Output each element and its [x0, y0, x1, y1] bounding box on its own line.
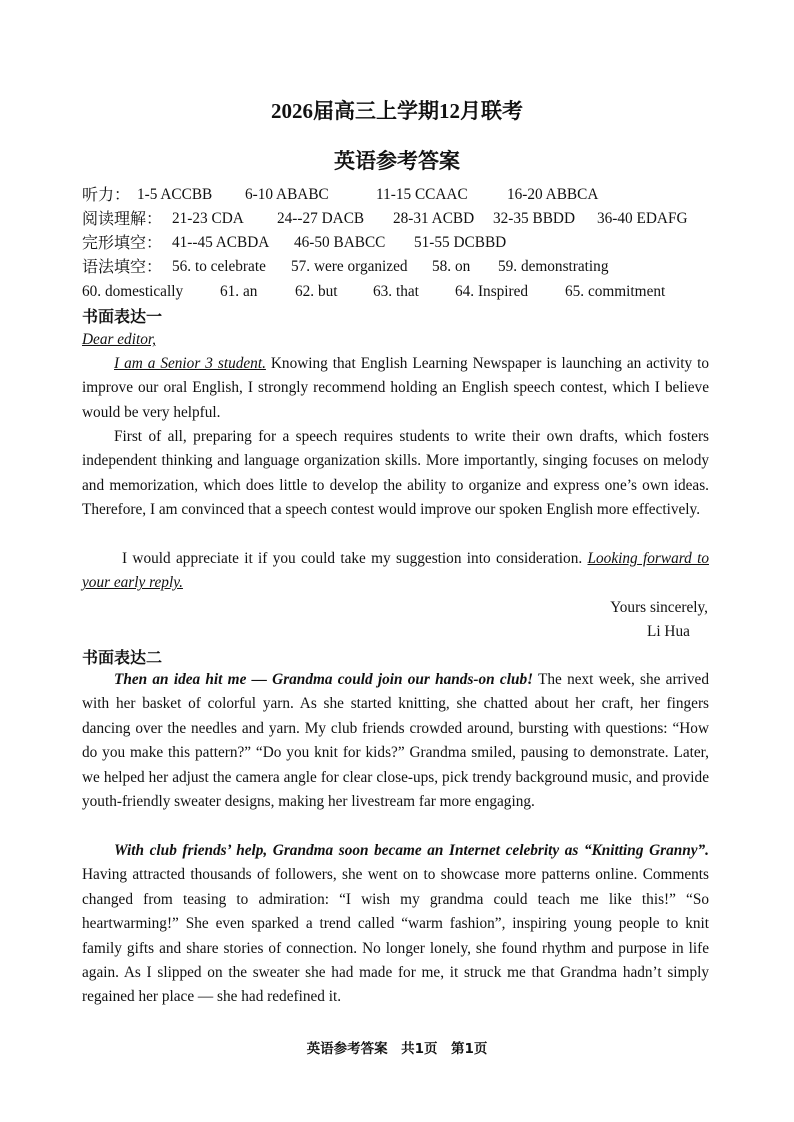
underlined-sentence: I am a Senior 3 student.: [114, 355, 266, 372]
answer-item: 57. were organized: [291, 258, 408, 275]
story-paragraph-1: [82, 668, 709, 814]
answer-item: 62. but: [295, 283, 338, 300]
answer-item: 59. demonstrating: [498, 258, 609, 275]
writing2-heading: 书面表达二: [82, 648, 163, 667]
paragraph-text: I would appreciate it if you could take my suggestion into consideration.: [122, 550, 588, 567]
answer-item: 61. an: [220, 283, 258, 300]
story-paragraph-2: [82, 839, 709, 1010]
lead-sentence: With club friends’ help, Grandma soon became an Internet celebrity as “Knitting Granny”.: [114, 842, 709, 859]
answers-grammar-continued: [82, 280, 722, 304]
document-title: 2026届高三上学期12月联考: [271, 99, 523, 123]
answers-reading: [82, 207, 722, 231]
answer-item: 56. to celebrate: [172, 258, 266, 275]
answer-item: 16-20 ABBCA: [507, 186, 599, 203]
answer-item: 21-23 CDA: [172, 210, 244, 227]
section-label: 语法填空：: [82, 257, 163, 276]
letter-signature: Li Hua: [647, 623, 690, 640]
paragraph-text: The next week, she arrived with her basket of colorful yarn. As she started knitting, she chatted about her craft, her fingers dancing over the needles and yarn. My club friends crowded around, bursting with questions: “How do you make this pattern?” “Do you knit for kids?” Grandma smiled, pausing to demonstrate. Later, we helped her adjust the camera angle for clear close-ups, pick trendy background music, and provide youth-friendly sweater designs, making her livestream far more engaging.: [82, 671, 709, 811]
salutation-text: Dear editor,: [82, 331, 156, 348]
answers-cloze: [82, 231, 722, 255]
letter-paragraph-1: [82, 352, 709, 425]
answer-item: 28-31 ACBD: [393, 210, 475, 227]
writing1-heading: 书面表达一: [82, 307, 163, 326]
answer-item: 6-10 ABABC: [245, 186, 329, 203]
answer-item: 46-50 BABCC: [294, 234, 386, 251]
answer-item: 64. Inspired: [455, 283, 529, 300]
underlined-sentence: Looking forward to your early reply.: [82, 550, 709, 592]
salutation: [82, 328, 709, 352]
section-label: 阅读理解：: [82, 209, 163, 228]
paragraph-text: Knowing that English Learning Newspaper is launching an activity to improve our oral English, I strongly recommend holding an English speech contest, which I believe would be very helpful.: [82, 355, 709, 421]
answer-item: 32-35 BBDD: [493, 210, 576, 227]
answer-item: 11-15 CCAAC: [376, 186, 468, 203]
letter-paragraph-3: [82, 547, 709, 596]
answer-item: 41--45 ACBDA: [172, 234, 270, 251]
answer-item: 60. domestically: [82, 283, 184, 300]
letter-paragraph-2: First of all, preparing for a speech requires students to write their own drafts, which fosters independent thinking and language organization skills. More importantly, singing focuses on melody and memorization, which does little to develop the ability to organize and express one’s own ideas. Therefore, I am convinced that a speech contest would improve our spoken English more effectively.: [82, 428, 709, 519]
section-label: 听力：: [82, 185, 131, 204]
answer-item: 65. commitment: [565, 283, 666, 300]
answer-item: 36-40 EDAFG: [597, 210, 688, 227]
answer-item: 63. that: [373, 283, 419, 300]
page-footer: 英语参考答案 共1页 第1页: [306, 1041, 488, 1057]
answer-item: 24--27 DACB: [277, 210, 365, 227]
section-label: 完形填空：: [82, 233, 163, 252]
answer-item: 51-55 DCBBD: [414, 234, 507, 251]
lead-sentence: Then an idea hit me — Grandma could join our hands-on club!: [114, 671, 534, 688]
paragraph-text: Having attracted thousands of followers, she went on to showcase more patterns online. Comments changed from teasing to admiration: “I wish my grandma could teach me like this!” “So heartwarming!” She even sparked a trend called “warm fashion”, inspiring young people to knit family gifts and share stories of connection. No longer lonely, she found rhythm and purpose in life again. As I slipped on the sweater she had made for me, it struck me that Grandma hadn’t simply regained her place — she had redefined it.: [82, 866, 709, 1006]
answer-item: 58. on: [432, 258, 471, 275]
answers-listening: [82, 183, 722, 207]
answers-grammar: [82, 255, 722, 279]
answer-item: 1-5 ACCBB: [137, 186, 213, 203]
document-subtitle: 英语参考答案: [334, 149, 460, 173]
letter-closing: Yours sincerely,: [610, 599, 708, 616]
